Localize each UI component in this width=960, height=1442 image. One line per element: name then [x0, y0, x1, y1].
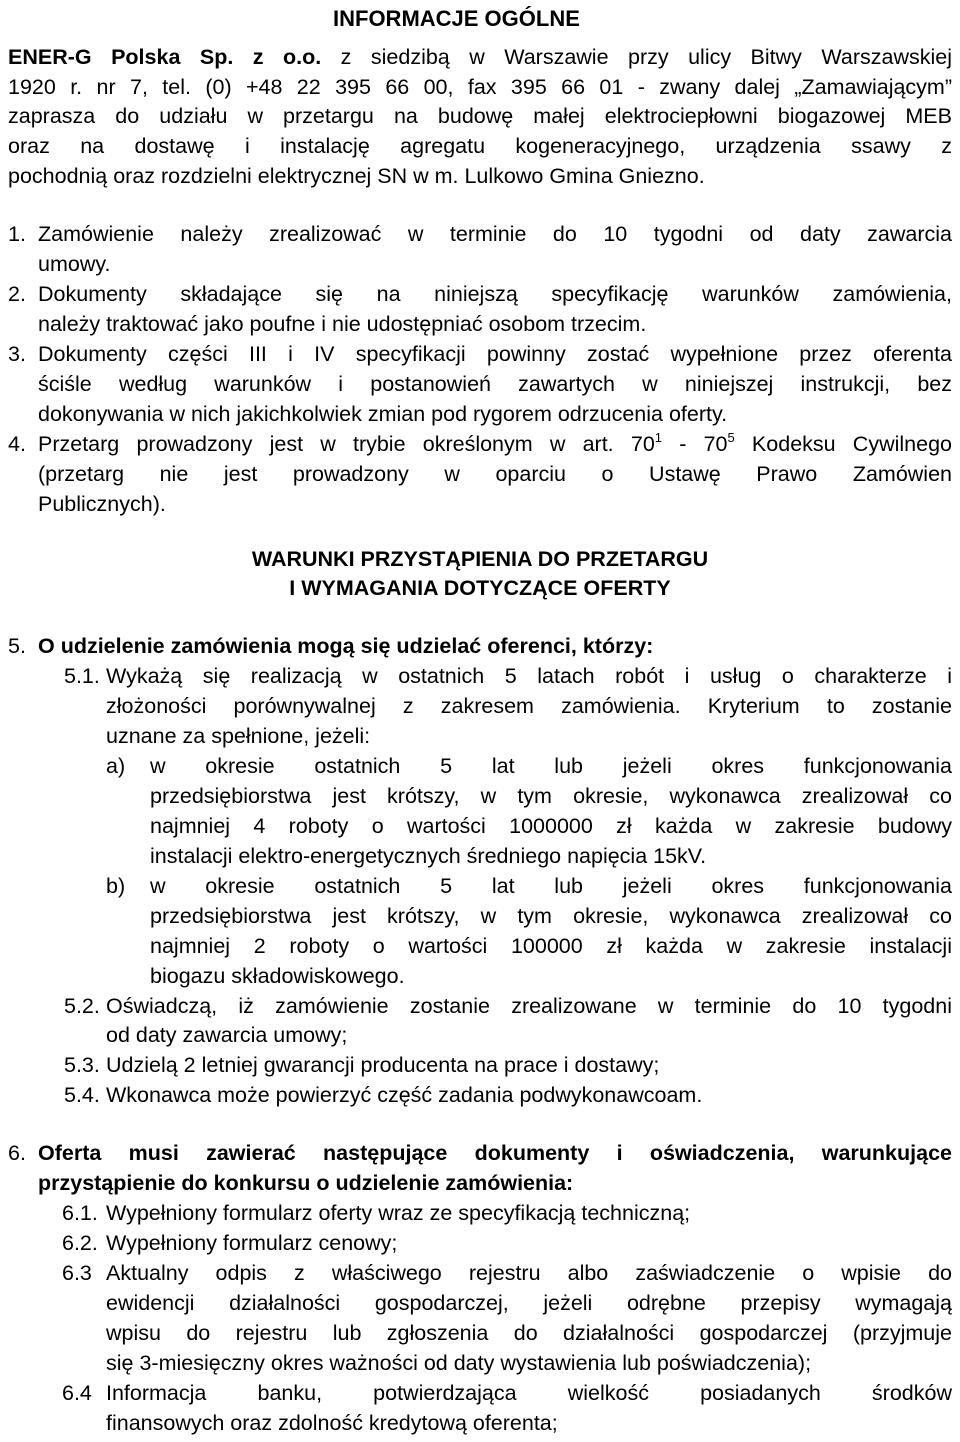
item-6-3-line-2: ewidencji działalności gospodarczej, jeżeli odrębne przepisy wymagają: [106, 1291, 952, 1316]
intro-line-2: 1920 r. nr 7, tel. (0) +48 22 395 66 00, fax 395 66 01 - zwany dalej „Zamawiającym”: [8, 74, 952, 99]
item-6-number: 6.: [8, 1141, 26, 1166]
item-5-2-line-2: od daty zawarcia umowy;: [106, 1023, 348, 1048]
item-6-3-number: 6.3: [62, 1261, 92, 1286]
item-1-line-2: umowy.: [38, 252, 111, 277]
item-5-1-b-line-4: biogazu składowiskowego.: [150, 963, 405, 988]
intro-line-5: pochodnią oraz rozdzielni elektrycznej SN w m. Lulkowo Gmina Gniezno.: [8, 164, 705, 189]
item-5-1-line-3: uznane za spełnione, jeżeli:: [106, 723, 371, 748]
item-5-1-a-label: a): [106, 753, 126, 778]
section-heading-2: I WYMAGANIA DOTYCZĄCE OFERTY: [289, 576, 671, 601]
item-1-line-1: Zamówienie należy zrealizować w terminie do 10 tygodni od daty zawarcia: [38, 222, 952, 247]
item-1-number: 1.: [8, 222, 26, 247]
item-6-4-line-2: finansowych oraz zdolność kredytową oferenta;: [106, 1411, 558, 1435]
item-4-line-2: (przetarg nie jest prowadzony w oparciu o Ustawę Prawo Zamówien: [38, 462, 952, 487]
item-6-4-line-1: Informacja banku, potwierdzająca wielkość posiadanych środków: [106, 1381, 952, 1406]
item-6-1-text: Wypełniony formularz oferty wraz ze specyfikacją techniczną;: [106, 1201, 691, 1226]
item-5-1-b-line-1: w okresie ostatnich 5 lat lub jeżeli okres funkcjonowania: [150, 873, 952, 898]
item-6-2-text: Wypełniony formularz cenowy;: [106, 1231, 398, 1256]
item-5-4-text: Wkonawca może powierzyć część zadania podwykonawcoam.: [106, 1083, 703, 1108]
item-5-1-line-1: Wykażą się realizacją w ostatnich 5 latach robót i usług o charakterze i: [106, 663, 952, 688]
item-2-line-1: Dokumenty składające się na niniejszą specyfikację warunków zamówienia,: [38, 282, 952, 307]
item-4-line-1: Przetarg prowadzony jest w trybie określonym w art. $70^1 - 70^5$ Kodeksu Cywilnego: [38, 430, 952, 457]
item-5-4-number: 5.4.: [64, 1083, 100, 1108]
item-6-2-number: 6.2.: [62, 1231, 98, 1256]
item-5-1-line-2: złożoności porównywalnej z zakresem zamówienia. Kryterium to zostanie: [106, 693, 952, 718]
item-5-2-number: 5.2.: [64, 993, 100, 1018]
item-5-1-b-label: b): [106, 873, 126, 898]
item-5-1-number: 5.1.: [64, 663, 100, 688]
item-6-heading-line-1: Oferta musi zawierać następujące dokumenty i oświadczenia, warunkujące: [38, 1141, 952, 1166]
company-name: ENER-G Polska Sp. z o.o.: [8, 44, 322, 69]
item-4-line-3: Publicznych).: [38, 491, 166, 516]
item-5-1-a-line-3: najmniej 4 roboty o wartości 1000000 zł każda w zakresie budowy: [150, 813, 952, 838]
page-title: INFORMACJE OGÓLNE: [333, 5, 580, 31]
item-5-3-number: 5.3.: [64, 1053, 100, 1078]
item-6-3-line-3: wpisu do rejestru lub zgłoszenia do działalności gospodarczej (przyjmuje: [106, 1321, 952, 1346]
item-5-1-a-line-2: przedsiębiorstwa jest krótszy, w tym okresie, wykonawca zrealizował co: [150, 783, 952, 808]
item-4-number: 4.: [8, 432, 26, 457]
item-3-line-3: dokonywania w nich jakichkolwiek zmian pod rygorem odrzucenia oferty.: [38, 402, 728, 427]
section-heading-1: WARUNKI PRZYSTĄPIENIA DO PRZETARGU: [251, 547, 709, 572]
item-6-3-line-4: się 3-miesięczny okres ważności od daty wystawienia lub poświadczenia);: [106, 1351, 812, 1376]
item-5-number: 5.: [8, 634, 26, 659]
item-3-line-2: ściśle według warunków i postanowień zawartych w niniejszej instrukcji, bez: [38, 372, 952, 397]
intro-line-3: zaprasza do udziału w przetargu na budowę małej elektrociepłowni biogazowej MEB: [8, 104, 952, 129]
item-6-heading-line-2: przystąpienie do konkursu o udzielenie zamówienia:: [38, 1171, 574, 1196]
item-5-heading: O udzielenie zamówienia mogą się udzielać oferenci, którzy:: [38, 634, 654, 659]
item-6-1-number: 6.1.: [62, 1201, 98, 1226]
item-3-number: 3.: [8, 342, 26, 367]
item-5-1-b-line-2: przedsiębiorstwa jest krótszy, w tym okresie, wykonawca zrealizował co: [150, 903, 952, 928]
intro-line-1: ENER-G Polska Sp. z o.o. z siedzibą w Warszawie przy ulicy Bitwy Warszawskiej: [8, 44, 952, 69]
item-2-number: 2.: [8, 282, 26, 307]
item-6-4-number: 6.4: [62, 1381, 92, 1406]
item-5-1-a-line-1: w okresie ostatnich 5 lat lub jeżeli okres funkcjonowania: [150, 753, 952, 778]
item-3-line-1: Dokumenty części III i IV specyfikacji powinny zostać wypełnione przez oferenta: [38, 342, 952, 367]
item-6-3-line-1: Aktualny odpis z właściwego rejestru albo zaświadczenie o wpisie do: [106, 1261, 952, 1286]
intro-line-4: oraz na dostawę i instalację agregatu kogeneracyjnego, urządzenia ssawy z: [8, 134, 952, 159]
item-2-line-2: należy traktować jako poufne i nie udostępniać osobom trzecim.: [38, 312, 647, 337]
item-5-1-b-line-3: najmniej 2 roboty o wartości 100000 zł każda w zakresie instalacji: [150, 933, 952, 958]
item-5-2-line-1: Oświadczą, iż zamówienie zostanie zrealizowane w terminie do 10 tygodni: [106, 993, 952, 1018]
item-5-1-a-line-4: instalacji elektro-energetycznych średniego napięcia 15kV.: [150, 843, 707, 868]
item-5-3-text: Udzielą 2 letniej gwarancji producenta na prace i dostawy;: [106, 1053, 660, 1078]
